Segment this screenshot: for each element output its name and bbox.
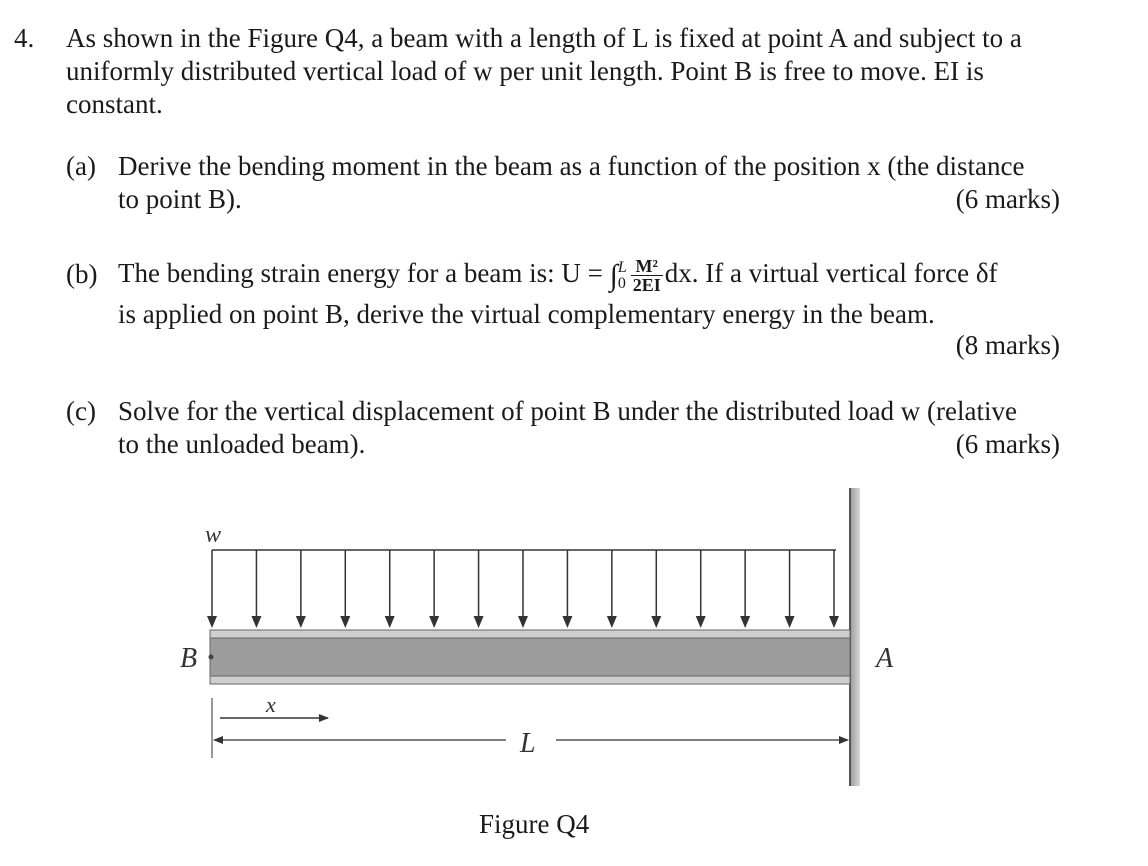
- beam-body: [210, 638, 850, 676]
- beam-bottom-flange: [210, 676, 850, 684]
- question-intro-line-1: As shown in the Figure Q4, a beam with a length of L is fixed at point A and subject to a: [66, 23, 1022, 53]
- part-c-line-2: to the unloaded beam).: [118, 429, 366, 459]
- part-b-line-1-post: dx. If a virtual vertical force δf: [664, 258, 998, 288]
- load-arrow-head: [474, 616, 484, 628]
- length-label: L: [520, 728, 536, 759]
- load-arrow-head: [207, 616, 217, 628]
- load-arrow-head: [429, 616, 439, 628]
- load-arrow-head: [251, 616, 261, 628]
- part-c-line-1: Solve for the vertical displacement of point B under the distributed load w (relative: [118, 396, 1017, 426]
- question-intro-line-2: uniformly distributed vertical load of w per unit length. Point B is free to move. EI is: [66, 56, 984, 86]
- part-a-line-1: Derive the bending moment in the beam as a function of the position x (the distance: [118, 151, 1025, 181]
- part-a-label: (a): [66, 151, 96, 181]
- fraction-numerator: M²: [631, 257, 663, 276]
- integral-upper-limit: L: [617, 258, 627, 276]
- integral-lower-limit: 0: [617, 274, 626, 292]
- load-arrow-head: [785, 616, 795, 628]
- integral-icon: ∫: [609, 258, 618, 292]
- load-arrow-head: [607, 616, 617, 628]
- part-b-label: (b): [66, 259, 98, 289]
- position-label: x: [266, 692, 276, 717]
- part-b-line-1-pre: The bending strain energy for a beam is: U =: [118, 258, 603, 288]
- part-a-marks: (6 marks): [955, 184, 1060, 214]
- free-end-point-b: [209, 655, 214, 660]
- load-arrow-head: [340, 616, 350, 628]
- distributed-load-arrows: [207, 550, 839, 628]
- part-b-marks: (8 marks): [955, 330, 1060, 360]
- part-a-line-2: to point B).: [118, 184, 242, 214]
- free-end-label: B: [180, 643, 198, 674]
- fixed-wall-support: [850, 488, 860, 786]
- part-c-label: (c): [66, 396, 96, 426]
- load-arrow-head: [296, 616, 306, 628]
- fixed-end-label: A: [876, 643, 894, 674]
- load-label: w: [205, 522, 222, 548]
- fraction-denominator: 2EI: [632, 275, 661, 296]
- part-c-marks: (6 marks): [955, 429, 1060, 459]
- load-arrow-head: [385, 616, 395, 628]
- load-arrow-head: [696, 616, 706, 628]
- beam-top-flange: [210, 630, 850, 638]
- figure-caption: Figure Q4: [479, 809, 590, 839]
- question-number: 4.: [14, 23, 35, 53]
- load-arrow-head: [651, 616, 661, 628]
- question-intro-line-3: constant.: [66, 89, 163, 119]
- load-arrow-head: [829, 616, 839, 628]
- load-arrow-head: [518, 616, 528, 628]
- part-b-line-2: is applied on point B, derive the virtual complementary energy in the beam.: [118, 299, 935, 329]
- load-arrow-head: [562, 616, 572, 628]
- load-arrow-head: [740, 616, 750, 628]
